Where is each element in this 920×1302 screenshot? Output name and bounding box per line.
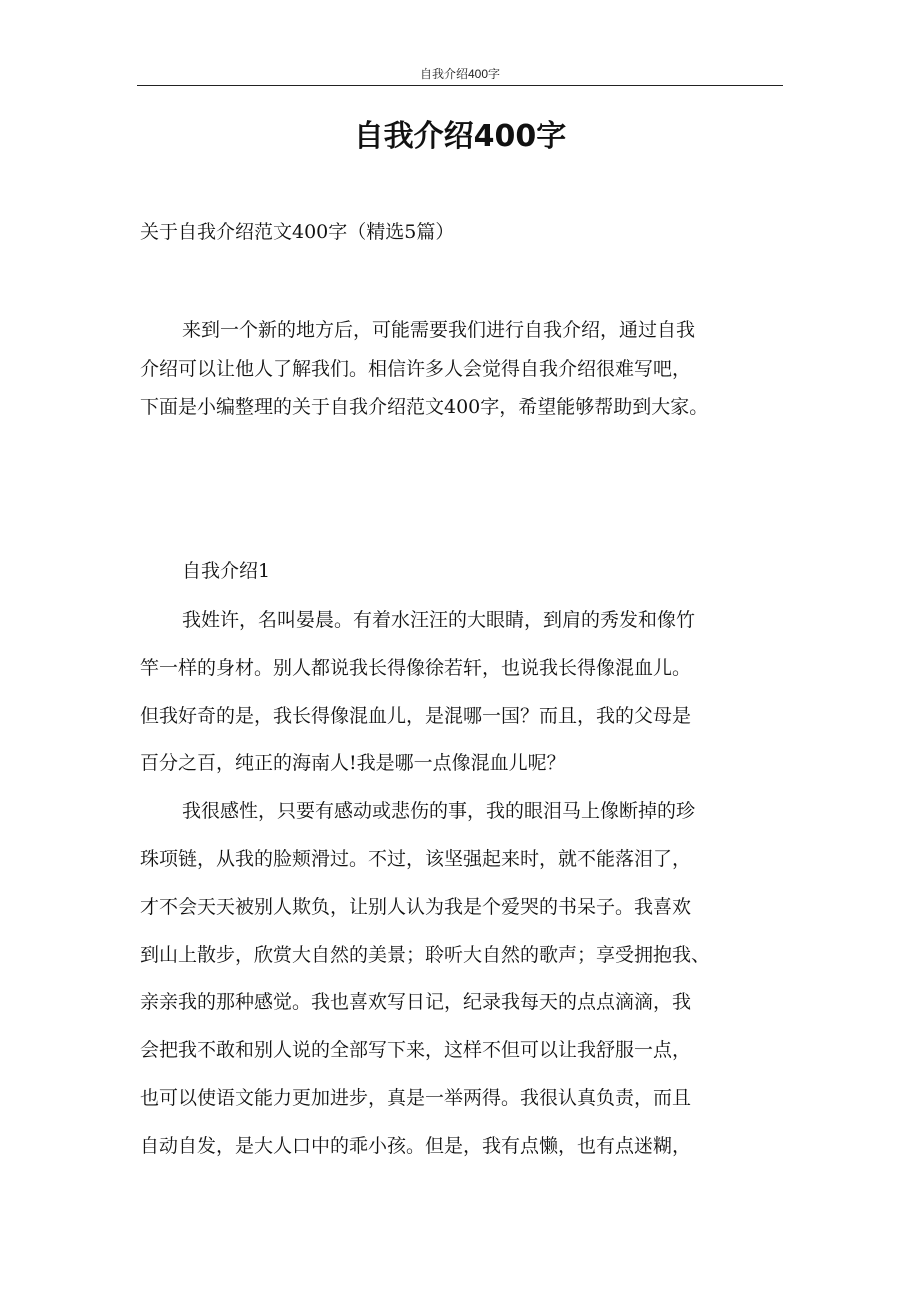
section-1 <box>140 552 790 1171</box>
paragraph-line: 竿一样的身材。别人都说我长得像徐若轩，也说我长得像混血儿。 <box>140 656 692 679</box>
paragraph-line: 我很感性，只要有感动或悲伤的事，我的眼泪马上像断掉的珍 <box>182 800 696 823</box>
intro-line: 来到一个新的地方后，可能需要我们进行自我介绍，通过自我 <box>182 319 696 341</box>
body-paragraph-2 <box>140 788 790 1170</box>
paragraph-line: 百分之百，纯正的海南人!我是哪一点像混血儿呢？ <box>140 752 566 775</box>
document-subtitle: 关于自我介绍范文400字（精选5篇） <box>140 221 455 243</box>
body-paragraph-1 <box>140 597 790 788</box>
intro-line: 下面是小编整理的关于自我介绍范文400字，希望能够帮助到大家。 <box>140 396 709 418</box>
paragraph-line: 我姓许，名叫晏晨。有着水汪汪的大眼睛，到肩的秀发和像竹 <box>182 609 696 631</box>
paragraph-line: 亲亲我的那种感觉。我也喜欢写日记，纪录我每天的点点滴滴，我 <box>140 991 692 1014</box>
paragraph-line: 珠项链，从我的脸颊滑过。不过，该坚强起来时，就不能落泪了， <box>140 847 692 870</box>
paragraph-line: 才不会天天被别人欺负，让别人认为我是个爱哭的书呆子。我喜欢 <box>140 895 692 918</box>
paragraph-line: 也可以使语文能力更加进步，真是一举两得。我很认真负责，而且 <box>140 1086 692 1109</box>
running-header: 自我介绍400字 <box>419 67 501 81</box>
header-divider <box>137 85 783 86</box>
paragraph-line: 自动自发，是大人口中的乖小孩。但是，我有点懒，也有点迷糊， <box>140 1134 692 1157</box>
intro-line: 介绍可以让他人了解我们。相信许多人会觉得自我介绍很难写吧， <box>140 357 692 380</box>
intro-paragraph <box>140 311 790 427</box>
paragraph-line: 会把我不敢和别人说的全部写下来，这样不但可以让我舒服一点， <box>140 1039 692 1062</box>
page-title: 自我介绍400字 <box>353 119 567 154</box>
section-heading: 自我介绍1 <box>182 560 271 582</box>
paragraph-line: 到山上散步，欣赏大自然的美景；聆听大自然的歌声；享受拥抱我、 <box>140 943 711 966</box>
paragraph-line: 但我好奇的是，我长得像混血儿，是混哪一国？而且，我的父母是 <box>140 704 692 727</box>
